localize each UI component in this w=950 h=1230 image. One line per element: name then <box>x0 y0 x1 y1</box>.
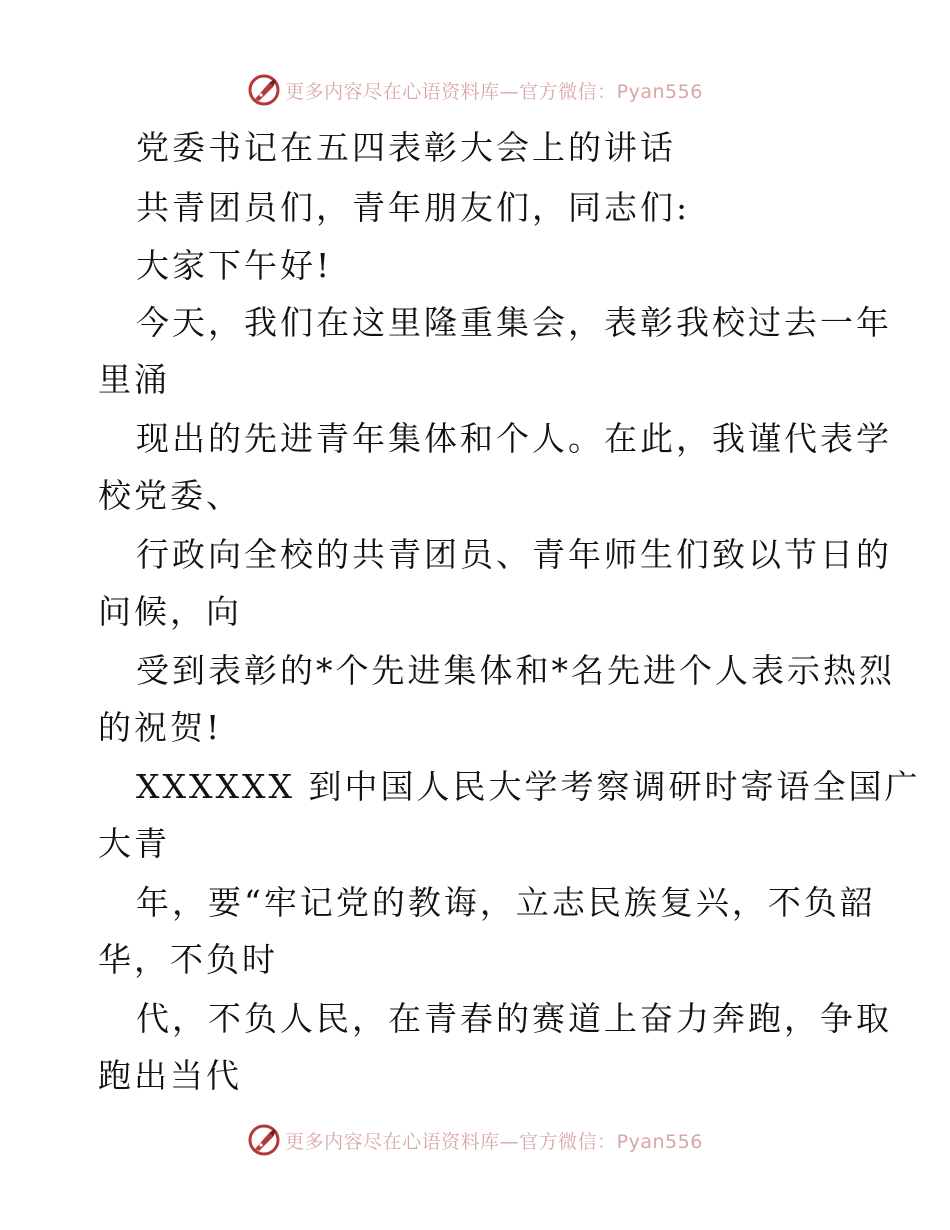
paragraph-line: 华，不负时 <box>98 940 278 979</box>
paragraph-line: XXXXXX 到中国人民大学考察调研时寄语全国广 <box>136 767 921 806</box>
document-title: 党委书记在五四表彰大会上的讲话 <box>136 128 676 167</box>
paragraph-line: 的祝贺! <box>98 708 223 747</box>
header-banner-text: 更多内容尽在心语资料库—官方微信：Pyan556 <box>285 80 703 103</box>
paragraph-line: 现出的先进青年集体和个人。在此，我谨代表学 <box>136 419 892 458</box>
footer-banner <box>0 1120 950 1160</box>
paragraph-line: 里涌 <box>98 360 170 399</box>
paragraph-line: 年，要“牢记党的教诲，立志民族复兴，不负韶 <box>136 883 876 922</box>
footer-banner-text: 更多内容尽在心语资料库—官方微信：Pyan556 <box>285 1130 703 1153</box>
document-body <box>0 118 950 1108</box>
paragraph-line: 跑出当代 <box>98 1056 242 1095</box>
paragraph-line: 今天，我们在这里隆重集会，表彰我校过去一年 <box>136 303 892 342</box>
document-greeting: 大家下午好! <box>136 246 333 285</box>
pen-nib-logo-icon <box>247 73 281 107</box>
paragraph-line: 代，不负人民，在青春的赛道上奋力奔跑，争取 <box>136 999 892 1038</box>
paragraph-line: 校党委、 <box>98 476 242 515</box>
pen-nib-logo-icon <box>247 1123 281 1157</box>
paragraph-line: 行政向全校的共青团员、青年师生们致以节日的 <box>136 535 892 574</box>
paragraph-line: 受到表彰的*个先进集体和*名先进个人表示热烈 <box>136 651 895 690</box>
document-salutation: 共青团员们，青年朋友们，同志们: <box>136 188 691 227</box>
paragraph-line: 大青 <box>98 824 170 863</box>
header-banner <box>0 70 950 110</box>
paragraph-line: 问候，向 <box>98 592 242 631</box>
